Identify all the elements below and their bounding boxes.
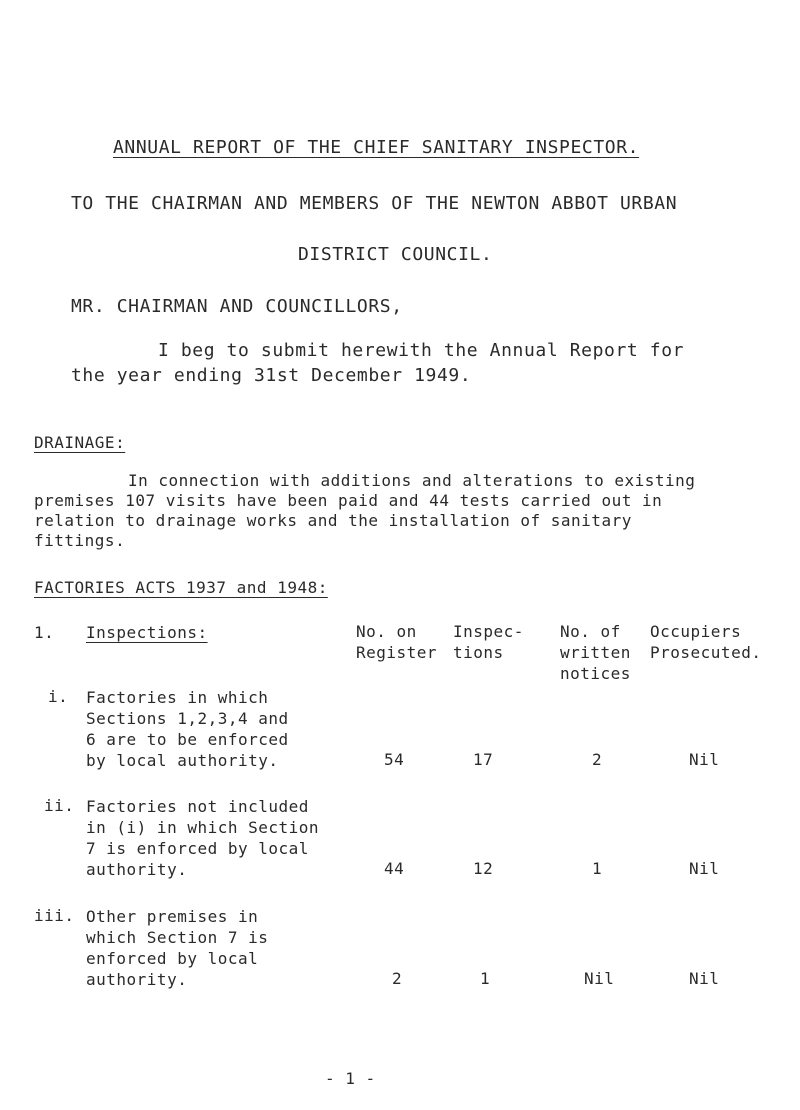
row-description: Other premises in which Section 7 is enforced by local authority. xyxy=(86,907,269,989)
row-inspections-value: 17 xyxy=(473,750,494,769)
page-number: - 1 - xyxy=(325,1069,376,1088)
row-description: Factories in which Sections 1,2,3,4 and 6 are to be enforced by local authority. xyxy=(86,688,289,770)
column-header-register: No. on Register xyxy=(356,622,438,662)
row-notices-value: 1 xyxy=(592,859,603,878)
greeting-line: MR. CHAIRMAN AND COUNCILLORS, xyxy=(71,296,403,317)
row-register-value: 54 xyxy=(384,750,405,769)
column-header-inspections: Inspec- tions xyxy=(453,622,524,662)
factories-heading: FACTORIES ACTS 1937 and 1948: xyxy=(34,578,328,597)
row-inspections-value: 12 xyxy=(473,859,494,878)
row-prosecuted-value: Nil xyxy=(689,969,720,988)
row-number: ii. xyxy=(44,796,75,815)
row-notices-value: Nil xyxy=(584,969,615,988)
addressee-line-2: DISTRICT COUNCIL. xyxy=(298,244,493,265)
row-prosecuted-value: Nil xyxy=(689,859,720,878)
row-inspections-value: 1 xyxy=(480,969,491,988)
row-register-value: 44 xyxy=(384,859,405,878)
intro-line-1: I beg to submit herewith the Annual Report for xyxy=(158,340,685,361)
drainage-heading: DRAINAGE: xyxy=(34,433,126,452)
row-notices-value: 2 xyxy=(592,750,603,769)
row-description: Factories not included in (i) in which Section 7 is enforced by local authority. xyxy=(86,797,320,879)
addressee-line-1: TO THE CHAIRMAN AND MEMBERS OF THE NEWTON ABBOT URBAN xyxy=(71,193,678,214)
drainage-line-1: In connection with additions and alterations to existing xyxy=(128,471,696,490)
drainage-line-2: premises 107 visits have been paid and 44 tests carried out in xyxy=(34,491,663,510)
section-label: Inspections: xyxy=(86,623,208,642)
column-header-notices: No. of written notices xyxy=(560,622,631,683)
intro-line-2: the year ending 31st December 1949. xyxy=(71,365,472,386)
section-number: 1. xyxy=(34,623,55,642)
row-number: i. xyxy=(48,687,69,706)
row-register-value: 2 xyxy=(392,969,403,988)
page-title: ANNUAL REPORT OF THE CHIEF SANITARY INSPECTOR. xyxy=(113,137,640,158)
drainage-line-3: relation to drainage works and the installation of sanitary xyxy=(34,511,632,530)
row-prosecuted-value: Nil xyxy=(689,750,720,769)
drainage-line-4: fittings. xyxy=(34,531,126,550)
column-header-prosecuted: Occupiers Prosecuted. xyxy=(650,622,762,662)
row-number: iii. xyxy=(34,906,75,925)
